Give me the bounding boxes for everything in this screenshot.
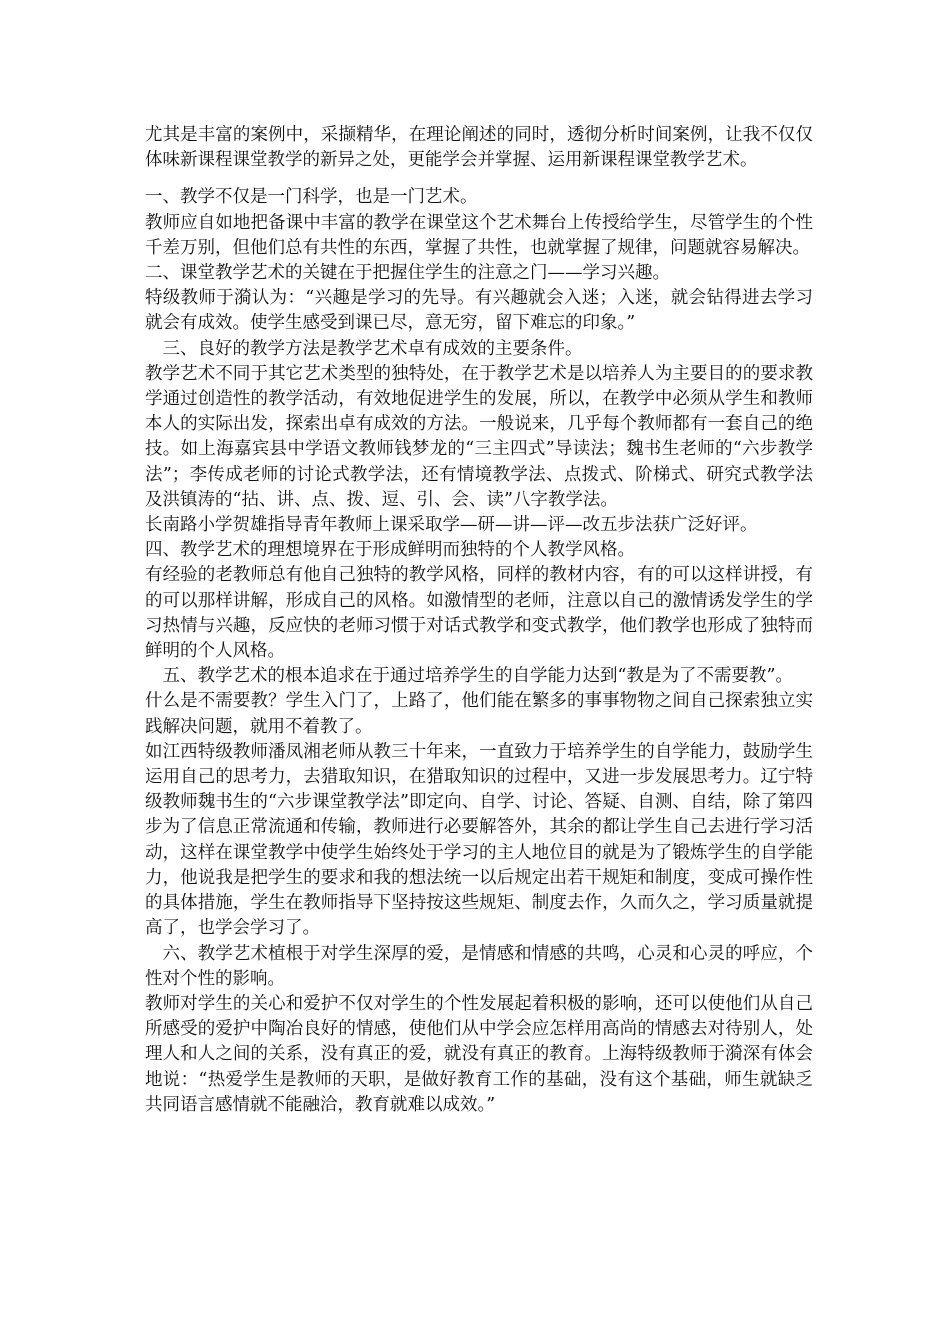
body-paragraph: 教师应自如地把备课中丰富的教学在课堂这个艺术舞台上传授给学生，尽管学生的个性千差万别，但他们总有共性的东西，掌握了共性，也就掌握了规律，问题就容易解决。 [145,212,813,258]
section-heading-6: 六、教学艺术植根于对学生深厚的爱，是情感和情感的共鸣，心灵和心灵的呼应，个性对个性的影响。 [145,943,813,989]
body-paragraph: 特级教师于漪认为：“兴趣是学习的先导。有兴趣就会入迷；入迷，就会钻得进去学习就会有成效。使学生感受到课已尽，意无穷，留下难忘的印象。” [145,288,813,334]
body-paragraph: 什么是不需要教？学生入门了，上路了，他们能在繁多的事事物物之间自己探索独立实践解决问题，就用不着教了。 [145,691,813,737]
body-paragraph: 长南路小学贺雄指导青年教师上课采取学—研—讲—评—改五步法获广泛好评。 [145,515,758,536]
body-paragraph: 教学艺术不同于其它艺术类型的独特处，在于教学艺术是以培养人为主要目的的要求教学通过创造性的教学活动，有效地促进学生的发展，所以，在教学中必须从学生和教师本人的实际出发，探索出卓有成效的方法。一般说来，几乎每个教师都有一套自己的绝技。如上海嘉宾县中学语文教师钱梦龙的“三主四式”导读法；魏书生老师的“六步教学法”；李传成老师的讨论式教学法，还有情境教学法、点拨式、阶梯式、研究式教学法及洪镇涛的“拈、讲、点、拨、逗、引、会、读”八字教学法。 [145,363,813,510]
document-body [145,123,813,1118]
section-heading-5: 五、教学艺术的根本追求在于通过培养学生的自学能力达到“教是为了不需要教”。 [162,666,793,687]
body-paragraph: 如江西特级教师潘凤湘老师从教三十年来，一直致力于培养学生的自学能力，鼓励学生运用自己的思考力，去猎取知识，在猎取知识的过程中，又进一步发展思考力。辽宁特级教师魏书生的“六步课堂教学法”即定向、自学、讨论、答疑、自测、自结，除了第四步为了信息正常流通和传输，教师进行必要解答外，其余的都让学生自己去进行学习活动，这样在课堂教学中使学生始终处于学习的主人地位目的就是为了锻炼学生的自学能力，他说我是把学生的要求和我的想法统一以后规定出若干规矩和制度，变成可操作性的具体措施，学生在教师指导下坚持按这些规矩、制度去作，久而久之，学习质量就提高了，也学会学习了。 [145,741,813,939]
section-heading-3: 三、良好的教学方法是教学艺术卓有成效的主要条件。 [162,338,583,359]
section-heading-4: 四、教学艺术的理想境界在于形成鲜明而独特的个人教学风格。 [145,540,635,561]
section-heading-1: 一、教学不仅是一门科学，也是一门艺术。 [145,187,478,208]
body-paragraph: 教师对学生的关心和爱护不仅对学生的个性发展起着积极的影响，还可以使他们从自己所感受的爱护中陶冶良好的情感，使他们从中学会应怎样用高尚的情感去对待别人，处理人和人之间的关系，没有真正的爱，就没有真正的教育。上海特级教师于漪深有体会地说：“热爱学生是教师的天职，是做好教育工作的基础，没有这个基础，师生就缺乏共同语言感情就不能融洽，教育就难以成效。” [145,993,813,1115]
body-paragraph: 有经验的老教师总有他自己独特的教学风格，同样的教材内容，有的可以这样讲授，有的可以那样讲解，形成自己的风格。如激情型的老师，注意以自己的激情诱发学生的学习热情与兴趣，反应快的老师习惯于对话式教学和变式教学，他们教学也形成了独特而鲜明的个人风格。 [145,565,813,662]
intro-paragraph: 尤其是丰富的案例中，采撷精华，在理论阐述的同时，透彻分析时间案例，让我不仅仅体味新课程课堂教学的新异之处，更能学会并掌握、运用新课程课堂教学艺术。 [145,125,813,171]
section-heading-2: 二、课堂教学艺术的关键在于把握住学生的注意之门——学习兴趣。 [145,263,670,284]
